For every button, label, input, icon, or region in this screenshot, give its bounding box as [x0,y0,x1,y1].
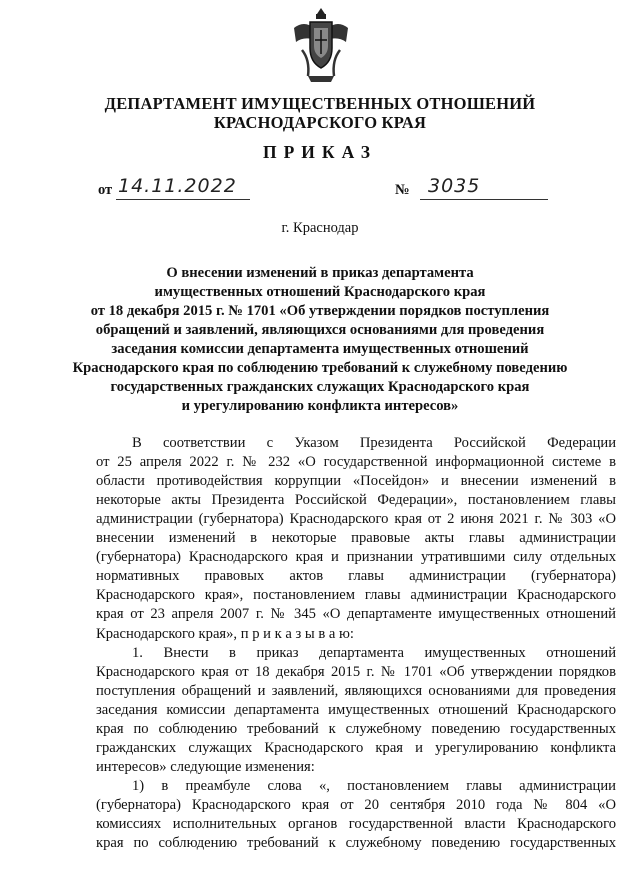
body-line: (губернатора) Краснодарского края и признании утратившими силу отдельных [96,549,616,566]
title-line: О внесении изменений в приказ департамента [166,265,474,281]
title-line: заседания комиссии департамента имущественных отношений [111,341,529,357]
title-line: и урегулированию конфликта интересов» [181,398,459,414]
title-line: обращений и заявлений, являющихся основаниями для проведения [95,322,545,338]
body-line: 1. Внести в приказ департамента имущественных отношений [132,644,616,661]
number-underline [420,199,548,200]
body-line: Краснодарского края», постановлением главы администрации Краснодарского [96,587,616,604]
document-type: ПРИКАЗ [262,142,378,162]
body-line: Краснодарского края от 18 декабря 2015 г. № 1701 «Об утверждении порядков [96,663,616,680]
number-value: 3035 [428,175,481,197]
title-line: государственных гражданских служащих Краснодарского края [110,379,530,395]
body-line: интересов» следующие изменения: [96,758,315,775]
body-line: (губернатора) Краснодарского края от 20 сентября 2010 года № 804 «О [96,796,616,813]
body-line: внесении изменений в некоторые правовые акты главы администрации [96,530,616,547]
body-line: области противодействия коррупции «Посейдон» и внесении изменений в [96,473,616,490]
number-label: № [395,182,410,198]
title-line: имущественных отношений Краснодарского края [154,284,486,300]
date-value: 14.11.2022 [118,175,237,197]
body-line: гражданских служащих Краснодарского края и урегулированию конфликта [96,739,616,756]
body-line: края от 23 апреля 2007 г. № 345 «О департаменте имущественных отношений [96,606,616,623]
body-line: края по соблюдению требований к служебному поведению государственных [96,720,616,737]
body-line: администрации (губернатора) Краснодарского края от 2 июня 2021 г. № 303 «О [96,511,616,528]
body-line: Краснодарского края», п р и к а з ы в а ю: [96,625,354,642]
city: г. Краснодар [281,220,359,236]
title-line: от 18 декабря 2015 г. № 1701 «Об утверждении порядков поступления [90,303,550,319]
body-line: от 25 апреля 2022 г. № 232 «О государственной информационной системе в [96,454,616,471]
department-name-line-1: ДЕПАРТАМЕНТ ИМУЩЕСТВЕННЫХ ОТНОШЕНИЙ [104,94,536,113]
body-line: В соответствии с Указом Президента Российской Федерации [132,435,616,451]
body-line: нормативных правовых актов главы администрации (губернатора) [96,568,616,585]
body-line: края по соблюдению требований к служебному поведению государственных [96,835,616,852]
body-line: заседания комиссии департамента имущественных отношений Краснодарского [96,701,616,718]
department-name-line-2: КРАСНОДАРСКОГО КРАЯ [213,113,427,132]
date-label: от [98,182,113,198]
coat-of-arms-icon [290,6,352,86]
body-line: некоторые акты Президента Российской Федерации», постановлением главы [96,492,616,509]
title-line: Краснодарского края по соблюдению требований к служебному поведению [72,360,568,376]
date-underline [116,199,250,200]
body-line: поступления обращений и заявлений, являющихся основаниями для проведения [96,682,616,699]
body-line: 1) в преамбуле слова «, постановлением главы администрации [132,777,616,794]
body-line: комиссиях исполнительных органов государственной власти Краснодарского [96,816,616,832]
